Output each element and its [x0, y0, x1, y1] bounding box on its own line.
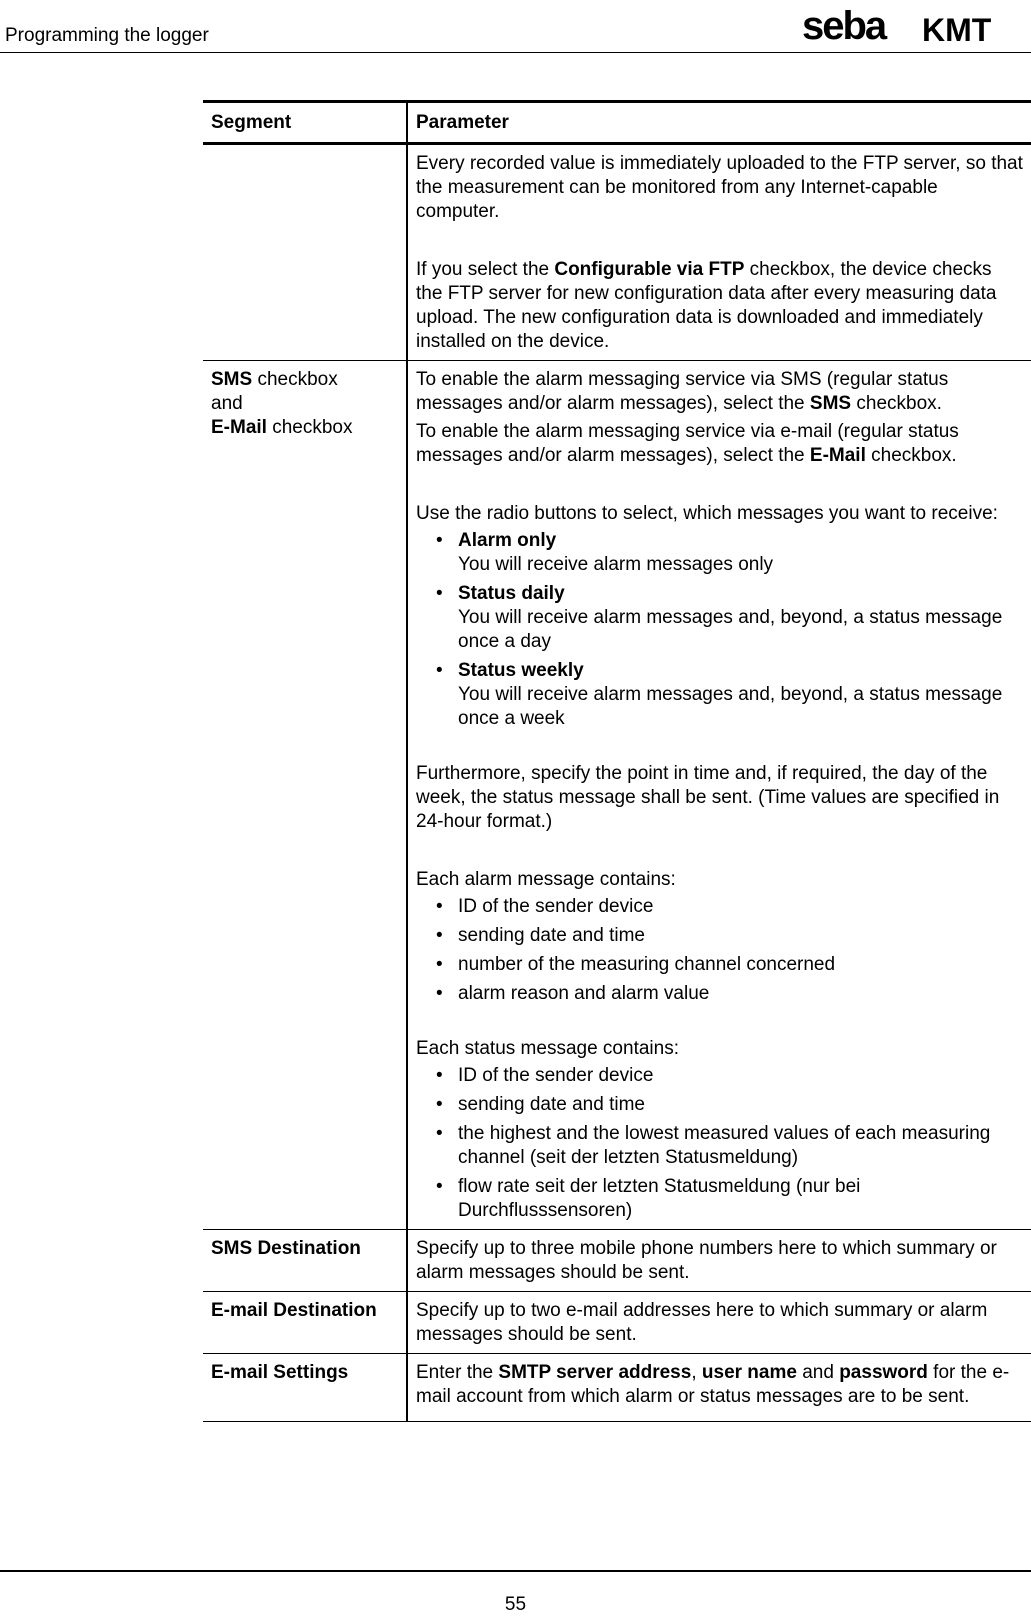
parameter-cell-email-settings: Enter the SMTP server address, user name and password for the e-mail account from which alarm or status messages are to be sent. [407, 1354, 1031, 1422]
segment-cell-empty [203, 144, 407, 361]
segment-cell-sms-email [203, 361, 407, 1230]
list-item: • Status weekly You will receive alarm messages and, beyond, a status message once a week [416, 659, 1023, 731]
configurable-via-ftp-term: Configurable via FTP [554, 259, 745, 280]
radio-intro-paragraph: Use the radio buttons to select, which messages you want to receive: [416, 503, 998, 524]
table-row-sms-email [203, 361, 1031, 1230]
table-row-email-destination [203, 1292, 1031, 1354]
footer-rule [0, 1570, 1031, 1572]
header-rule [0, 52, 1031, 53]
column-header-parameter: Parameter [407, 102, 1031, 144]
segment-sms-checkbox: SMS checkbox [211, 369, 338, 390]
segment-and: and [211, 393, 243, 414]
segment-email-checkbox: E-Mail checkbox [211, 417, 353, 438]
list-item: • flow rate seit der letzten Statusmeldung (nur bei Durchflusssensoren) [416, 1175, 1023, 1223]
ftp-paragraph-2: If you select the Configurable via FTP checkbox, the device checks the FTP server for new configuration data after every measuring data upload. The new configuration data is downloaded and immediately installed on the device. [416, 259, 997, 352]
table-row-email-settings [203, 1354, 1031, 1422]
email-paragraph: To enable the alarm messaging service via e-mail (regular status messages and/or alarm messages), select the E-Mail checkbox. [416, 421, 959, 466]
page-number: 55 [504, 1594, 527, 1615]
table-row-ftp-continued [203, 144, 1031, 361]
parameter-table [203, 100, 1031, 1422]
table-row-sms-destination [203, 1230, 1031, 1292]
logo-text-seba: seba [802, 6, 886, 46]
segment-cell-email-settings: E-mail Settings [203, 1354, 407, 1422]
parameter-cell-sms-email [407, 361, 1031, 1230]
list-item: • ID of the sender device [416, 1064, 1023, 1088]
ftp-paragraph-1: Every recorded value is immediately uploaded to the FTP server, so that the measurement can be monitored from any Internet-capable computer. [416, 153, 1023, 222]
list-item: • Status daily You will receive alarm messages and, beyond, a status message once a day [416, 582, 1023, 654]
sebakmt-logo [802, 6, 1024, 46]
segment-cell-email-destination: E-mail Destination [203, 1292, 407, 1354]
status-contents-list [416, 1064, 1023, 1223]
list-item: • Alarm only You will receive alarm messages only [416, 529, 1023, 577]
parameter-cell-email-destination: Specify up to two e-mail addresses here to which summary or alarm messages should be sent. [407, 1292, 1031, 1354]
list-item: • alarm reason and alarm value [416, 982, 1023, 1006]
message-option-list [416, 529, 1023, 731]
table-header-row [203, 102, 1031, 144]
list-item: • the highest and the lowest measured values of each measuring channel (seit der letzten Statusmeldung) [416, 1122, 1023, 1170]
list-item: • ID of the sender device [416, 895, 1023, 919]
segment-cell-sms-destination: SMS Destination [203, 1230, 407, 1292]
parameter-cell-ftp [407, 144, 1031, 361]
list-item: • number of the measuring channel concerned [416, 953, 1023, 977]
parameter-cell-sms-destination: Specify up to three mobile phone numbers here to which summary or alarm messages should be sent. [407, 1230, 1031, 1292]
schedule-paragraph: Furthermore, specify the point in time and, if required, the day of the week, the status message shall be sent. (Time values are specified in 24-hour format.) [416, 763, 1000, 832]
column-header-segment: Segment [203, 102, 407, 144]
sms-paragraph: To enable the alarm messaging service via SMS (regular status messages and/or alarm messages), select the SMS checkbox. [416, 369, 949, 414]
logo-text-kmt: KMT [922, 12, 992, 46]
status-contents-intro: Each status message contains: [416, 1038, 679, 1059]
list-item: • sending date and time [416, 924, 1023, 948]
alarm-contents-list [416, 895, 1023, 1006]
alarm-contents-intro: Each alarm message contains: [416, 869, 676, 890]
page-header-title: Programming the logger [5, 25, 209, 46]
list-item: • sending date and time [416, 1093, 1023, 1117]
